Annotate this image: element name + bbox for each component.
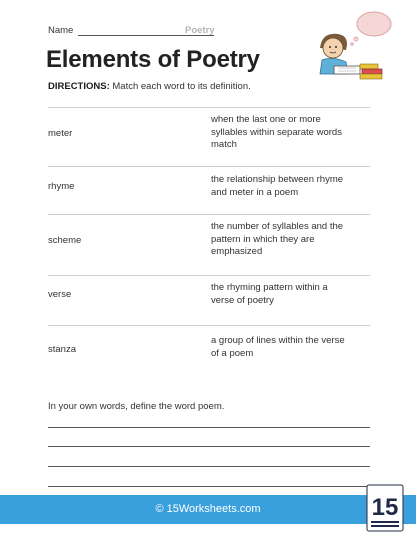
page-title: Elements of Poetry — [46, 46, 260, 73]
definition-4 — [211, 282, 371, 307]
subject-label: Poetry — [185, 25, 215, 36]
definition-line: verse of poetry — [211, 294, 274, 306]
definition-line: when the last one or more — [211, 114, 321, 125]
term-scheme: scheme — [48, 235, 82, 246]
definition-3 — [211, 221, 371, 259]
definition-line: emphasized — [211, 246, 263, 257]
definition-line: syllables within separate words — [211, 126, 342, 138]
definition-5 — [211, 335, 371, 360]
definition-line: the rhyming pattern within a — [211, 282, 328, 293]
thought-bubble-icon — [357, 12, 391, 36]
definition-line: of a poem — [211, 347, 254, 359]
term-verse: verse — [48, 289, 72, 300]
definition-line: match — [211, 139, 237, 150]
definition-line: the number of syllables and the — [211, 221, 344, 232]
definition-line: the relationship between rhyme — [211, 174, 344, 185]
directions-text: Match each word to its definition. — [109, 81, 251, 92]
answer-line[interactable] — [48, 446, 370, 447]
term-stanza: stanza — [48, 344, 76, 355]
directions — [48, 81, 251, 92]
answer-line[interactable] — [48, 427, 370, 428]
term-meter: meter — [48, 128, 73, 139]
answer-line[interactable] — [48, 466, 370, 467]
row-divider — [48, 107, 370, 108]
term-rhyme: rhyme — [48, 181, 75, 192]
footer-copyright-link[interactable]: © 15Worksheets.com — [155, 503, 261, 515]
name-row — [48, 25, 228, 41]
name-label: Name — [48, 25, 74, 36]
row-divider — [48, 275, 370, 276]
definition-line: and meter in a poem — [211, 186, 299, 198]
writing-prompt: In your own words, define the word poem. — [48, 401, 225, 412]
definition-2 — [211, 174, 371, 199]
directions-label: DIRECTIONS: — [48, 81, 110, 92]
definition-line: pattern in which they are — [211, 233, 315, 245]
row-divider — [48, 214, 370, 215]
logo-number: 15 — [371, 494, 399, 521]
answer-line[interactable] — [48, 486, 370, 487]
definition-line: a group of lines within the verse — [211, 335, 345, 346]
child-writing-illustration — [316, 8, 394, 82]
row-divider — [48, 325, 370, 326]
row-divider — [48, 166, 370, 167]
definition-1 — [211, 114, 371, 152]
worksheets-logo-icon — [366, 484, 404, 532]
